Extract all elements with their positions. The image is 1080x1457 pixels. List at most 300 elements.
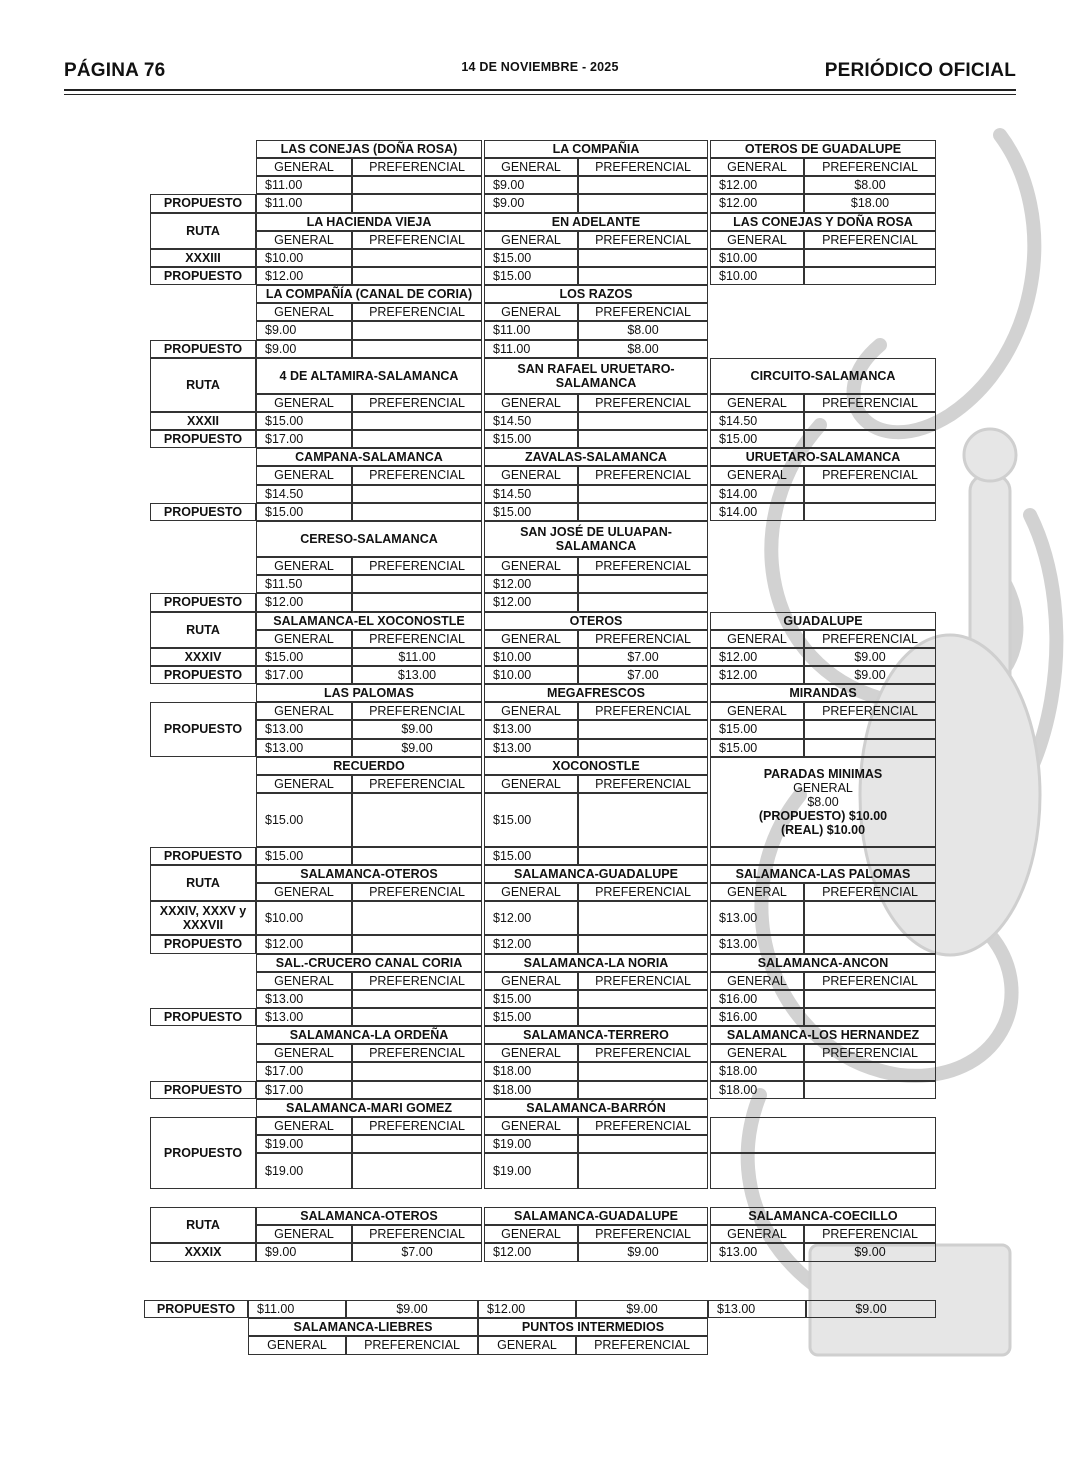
route-name: LAS PALOMAS	[256, 684, 482, 702]
col-general: GENERAL	[256, 1225, 352, 1243]
fare-propuesto-preferencial	[804, 739, 936, 757]
fare-preferencial	[352, 249, 482, 267]
fare-general: $13.00	[256, 990, 352, 1008]
route-name: SALAMANCA-LA ORDEÑA	[256, 1026, 482, 1044]
route-name: LA COMPAÑIA	[484, 140, 708, 158]
col-preferencial: PREFERENCIAL	[578, 466, 708, 484]
fare-propuesto-general: $12.00	[256, 593, 352, 611]
fare-propuesto-general: $12.00	[256, 267, 352, 285]
col-general: GENERAL	[710, 466, 804, 484]
propuesto-label: PROPUESTO	[150, 847, 256, 865]
fare-general: $18.00	[484, 1062, 578, 1080]
fare-general: $11.00	[256, 176, 352, 194]
fare-propuesto-preferencial	[578, 1153, 708, 1189]
paradas-minimas-line: PARADAS MINIMAS	[763, 766, 883, 781]
fare-propuesto-preferencial	[352, 847, 482, 865]
fare-propuesto-preferencial	[578, 430, 708, 448]
fare-preferencial	[578, 412, 708, 430]
col-preferencial: PREFERENCIAL	[804, 158, 936, 176]
fare-general: $15.00	[256, 412, 352, 430]
fare-preferencial: $9.00	[578, 1243, 708, 1261]
fare-propuesto-preferencial: $13.00	[352, 666, 482, 684]
col-general: GENERAL	[710, 231, 804, 249]
col-general: GENERAL	[256, 702, 352, 720]
fare-preferencial	[804, 720, 936, 738]
fare-general: $14.00	[710, 485, 804, 503]
propuesto-label: PROPUESTO	[150, 1081, 256, 1099]
col-preferencial: PREFERENCIAL	[352, 466, 482, 484]
ruta-label: RUTA	[150, 213, 256, 249]
route-group: XXXII	[150, 412, 256, 430]
fare-propuesto-preferencial	[804, 935, 936, 953]
fare-general: $11.00	[484, 321, 578, 339]
col-preferencial: PREFERENCIAL	[352, 972, 482, 990]
fare-propuesto-preferencial	[352, 1081, 482, 1099]
route-name: CERESO-SALAMANCA	[256, 521, 482, 557]
fare-preferencial	[352, 1062, 482, 1080]
fare-propuesto-preferencial: $9.00	[576, 1300, 708, 1318]
ruta-label: RUTA	[150, 358, 256, 412]
col-general: GENERAL	[484, 1225, 578, 1243]
col-general: GENERAL	[710, 972, 804, 990]
fare-propuesto-preferencial: $9.00	[806, 1300, 936, 1318]
fare-general: $15.00	[484, 990, 578, 1008]
route-name: SALAMANCA-OTEROS	[256, 1207, 482, 1225]
col-general: GENERAL	[256, 394, 352, 412]
fare-propuesto-preferencial	[352, 1153, 482, 1189]
fare-propuesto-general: $13.00	[710, 935, 804, 953]
paradas-minimas-line: (REAL) $10.00	[780, 822, 866, 837]
fare-propuesto-preferencial: $7.00	[578, 666, 708, 684]
fare-general: $10.00	[256, 249, 352, 267]
propuesto-label: PROPUESTO	[150, 1008, 256, 1026]
route-group: XXXIX	[150, 1243, 256, 1261]
fare-propuesto-general: $12.00	[256, 935, 352, 953]
fare-propuesto-general: $15.00	[710, 430, 804, 448]
route-name: OTEROS DE GUADALUPE	[710, 140, 936, 158]
col-general: GENERAL	[256, 1044, 352, 1062]
paradas-minimas	[710, 757, 936, 847]
fare-general: $10.00	[710, 249, 804, 267]
fare-propuesto-preferencial	[804, 503, 936, 521]
propuesto-label: PROPUESTO	[150, 194, 256, 212]
route-name: SALAMANCA-LIEBRES	[248, 1318, 478, 1336]
route-name: SALAMANCA-COECILLO	[710, 1207, 936, 1225]
fare-general: $15.00	[484, 249, 578, 267]
fare-propuesto-general: $15.00	[484, 430, 578, 448]
fare-propuesto-preferencial: $8.00	[578, 340, 708, 358]
paradas-minimas-line: $8.00	[807, 794, 839, 809]
route-name: MIRANDAS	[710, 684, 936, 702]
route-name: SALAMANCA-ANCON	[710, 954, 936, 972]
col-general: GENERAL	[256, 972, 352, 990]
col-preferencial: PREFERENCIAL	[352, 231, 482, 249]
fare-preferencial	[804, 412, 936, 430]
fare-preferencial	[804, 1062, 936, 1080]
col-preferencial: PREFERENCIAL	[352, 775, 482, 793]
fare-propuesto-general: $9.00	[256, 340, 352, 358]
fare-preferencial	[578, 249, 708, 267]
fare-propuesto-preferencial	[352, 1008, 482, 1026]
col-general: GENERAL	[256, 1117, 352, 1135]
fare-propuesto-general: $12.00	[484, 593, 578, 611]
fare-general: $11.50	[256, 575, 352, 593]
fare-propuesto-preferencial	[578, 1081, 708, 1099]
fare-propuesto-general: $15.00	[256, 847, 352, 865]
fare-preferencial	[578, 990, 708, 1008]
fare-propuesto-general: $12.00	[710, 666, 804, 684]
ruta-label: RUTA	[150, 1207, 256, 1243]
fare-propuesto-preferencial	[578, 194, 708, 212]
fare-propuesto-preferencial	[352, 935, 482, 953]
fare-general: $9.00	[484, 176, 578, 194]
publication-name: PERIÓDICO OFICIAL	[824, 60, 1016, 81]
col-preferencial: PREFERENCIAL	[804, 972, 936, 990]
col-general: GENERAL	[484, 466, 578, 484]
col-general: GENERAL	[484, 883, 578, 901]
fare-preferencial	[578, 1135, 708, 1153]
col-general: GENERAL	[484, 303, 578, 321]
col-general: GENERAL	[484, 1044, 578, 1062]
col-preferencial: PREFERENCIAL	[804, 1225, 936, 1243]
col-preferencial: PREFERENCIAL	[578, 231, 708, 249]
route-name: CAMPANA-SALAMANCA	[256, 448, 482, 466]
route-name: SALAMANCA-MARI GOMEZ	[256, 1099, 482, 1117]
col-preferencial: PREFERENCIAL	[804, 883, 936, 901]
fare-preferencial: $9.00	[352, 720, 482, 738]
route-name: URUETARO-SALAMANCA	[710, 448, 936, 466]
empty-cell	[710, 1117, 936, 1153]
col-general: GENERAL	[256, 557, 352, 575]
fare-general: $15.00	[256, 793, 352, 847]
col-preferencial: PREFERENCIAL	[352, 1044, 482, 1062]
route-name: SALAMANCA-LA NORIA	[484, 954, 708, 972]
fare-preferencial	[352, 176, 482, 194]
fare-general: $14.50	[710, 412, 804, 430]
col-general: GENERAL	[710, 883, 804, 901]
fare-propuesto-preferencial	[804, 267, 936, 285]
fare-general: $9.00	[256, 321, 352, 339]
fare-propuesto-general: $14.00	[710, 503, 804, 521]
col-general: GENERAL	[256, 883, 352, 901]
col-general: GENERAL	[256, 775, 352, 793]
route-name: SALAMANCA-EL XOCONOSTLE	[256, 612, 482, 630]
col-preferencial: PREFERENCIAL	[804, 702, 936, 720]
fare-preferencial	[578, 1062, 708, 1080]
col-general: GENERAL	[256, 303, 352, 321]
fare-propuesto-general: $15.00	[484, 503, 578, 521]
fare-preferencial	[578, 901, 708, 935]
empty-cell	[710, 847, 936, 865]
route-name: SAN RAFAEL URUETARO-SALAMANCA	[484, 358, 708, 394]
route-name: SALAMANCA-BARRÓN	[484, 1099, 708, 1117]
fare-propuesto-general: $19.00	[484, 1153, 578, 1189]
propuesto-label: PROPUESTO	[150, 593, 256, 611]
fare-preferencial	[804, 485, 936, 503]
route-name: EN ADELANTE	[484, 213, 708, 231]
fare-propuesto-general: $17.00	[256, 666, 352, 684]
fare-general: $14.50	[484, 412, 578, 430]
fare-general: $12.00	[484, 901, 578, 935]
fare-preferencial	[352, 793, 482, 847]
fare-propuesto-preferencial	[578, 503, 708, 521]
route-name: SAN JOSÉ DE ULUAPAN-SALAMANCA	[484, 521, 708, 557]
fare-propuesto-general: $9.00	[484, 194, 578, 212]
fare-preferencial	[804, 990, 936, 1008]
fare-propuesto-general: $15.00	[484, 847, 578, 865]
col-preferencial: PREFERENCIAL	[352, 702, 482, 720]
col-preferencial: PREFERENCIAL	[352, 158, 482, 176]
col-preferencial: PREFERENCIAL	[578, 630, 708, 648]
fare-propuesto-preferencial: $9.00	[346, 1300, 478, 1318]
fare-propuesto-general: $13.00	[484, 739, 578, 757]
fare-preferencial	[804, 249, 936, 267]
page-number: PÁGINA 76	[64, 60, 166, 81]
col-general: GENERAL	[484, 394, 578, 412]
propuesto-label: PROPUESTO	[150, 666, 256, 684]
fare-preferencial	[578, 793, 708, 847]
fare-general: $10.00	[484, 648, 578, 666]
fare-propuesto-general: $19.00	[256, 1153, 352, 1189]
col-general: GENERAL	[710, 1044, 804, 1062]
ruta-label: RUTA	[150, 865, 256, 901]
fare-preferencial: $9.00	[804, 1243, 936, 1261]
fare-general: $19.00	[484, 1135, 578, 1153]
fare-general: $14.50	[484, 485, 578, 503]
col-preferencial: PREFERENCIAL	[346, 1336, 478, 1354]
col-general: GENERAL	[484, 972, 578, 990]
route-name: SAL.-CRUCERO CANAL CORIA	[256, 954, 482, 972]
route-name: LAS CONEJAS (DOÑA ROSA)	[256, 140, 482, 158]
fare-propuesto-preferencial	[578, 1008, 708, 1026]
col-general: GENERAL	[256, 158, 352, 176]
fare-preferencial: $11.00	[352, 648, 482, 666]
propuesto-label: PROPUESTO	[150, 503, 256, 521]
fare-propuesto-preferencial: $9.00	[804, 666, 936, 684]
route-name: ZAVALAS-SALAMANCA	[484, 448, 708, 466]
route-name: SALAMANCA-LAS PALOMAS	[710, 865, 936, 883]
col-preferencial: PREFERENCIAL	[352, 630, 482, 648]
fare-propuesto-preferencial	[352, 340, 482, 358]
fare-general: $12.00	[710, 176, 804, 194]
fare-propuesto-preferencial	[352, 593, 482, 611]
fare-propuesto-general: $10.00	[710, 267, 804, 285]
propuesto-label: PROPUESTO	[150, 430, 256, 448]
col-general: GENERAL	[248, 1336, 346, 1354]
col-preferencial: PREFERENCIAL	[352, 303, 482, 321]
col-general: GENERAL	[256, 231, 352, 249]
fare-general: $9.00	[256, 1243, 352, 1261]
fare-propuesto-general: $18.00	[484, 1081, 578, 1099]
col-preferencial: PREFERENCIAL	[578, 775, 708, 793]
col-preferencial: PREFERENCIAL	[352, 394, 482, 412]
col-general: GENERAL	[710, 394, 804, 412]
fare-propuesto-general: $11.00	[248, 1300, 346, 1318]
col-preferencial: PREFERENCIAL	[352, 883, 482, 901]
col-preferencial: PREFERENCIAL	[578, 972, 708, 990]
col-general: GENERAL	[484, 1117, 578, 1135]
fare-general: $19.00	[256, 1135, 352, 1153]
fare-preferencial	[352, 901, 482, 935]
fare-propuesto-preferencial	[804, 430, 936, 448]
fare-preferencial	[352, 575, 482, 593]
fare-propuesto-general: $12.00	[710, 194, 804, 212]
fare-propuesto-general: $15.00	[484, 267, 578, 285]
fare-preferencial	[352, 485, 482, 503]
fare-propuesto-preferencial	[352, 267, 482, 285]
col-general: GENERAL	[484, 557, 578, 575]
empty-cell	[710, 1153, 936, 1189]
propuesto-label: PROPUESTO	[150, 340, 256, 358]
fare-propuesto-general: $17.00	[256, 430, 352, 448]
fare-preferencial	[352, 1135, 482, 1153]
col-general: GENERAL	[710, 630, 804, 648]
fare-propuesto-general: $15.00	[256, 503, 352, 521]
col-preferencial: PREFERENCIAL	[804, 630, 936, 648]
col-general: GENERAL	[256, 630, 352, 648]
col-preferencial: PREFERENCIAL	[804, 231, 936, 249]
fare-general: $15.00	[256, 648, 352, 666]
propuesto-label: PROPUESTO	[150, 267, 256, 285]
col-preferencial: PREFERENCIAL	[804, 1044, 936, 1062]
propuesto-label: PROPUESTO	[144, 1300, 248, 1318]
paradas-minimas-line: (PROPUESTO) $10.00	[758, 808, 888, 823]
col-general: GENERAL	[710, 158, 804, 176]
route-name: LA HACIENDA VIEJA	[256, 213, 482, 231]
col-preferencial: PREFERENCIAL	[804, 466, 936, 484]
fare-preferencial: $9.00	[804, 648, 936, 666]
fare-propuesto-general: $13.00	[708, 1300, 806, 1318]
fare-propuesto-general: $15.00	[710, 739, 804, 757]
ruta-label: RUTA	[150, 612, 256, 648]
route-name: 4 DE ALTAMIRA-SALAMANCA	[256, 358, 482, 394]
col-general: GENERAL	[484, 158, 578, 176]
fare-preferencial: $7.00	[578, 648, 708, 666]
fare-preferencial	[352, 990, 482, 1008]
col-preferencial: PREFERENCIAL	[576, 1336, 708, 1354]
fare-propuesto-preferencial	[352, 503, 482, 521]
fare-preferencial	[578, 485, 708, 503]
fare-preferencial	[578, 575, 708, 593]
paradas-minimas-line: GENERAL	[793, 780, 853, 795]
fare-propuesto-general: $10.00	[484, 666, 578, 684]
propuesto-label: PROPUESTO	[150, 935, 256, 953]
fare-preferencial: $8.00	[578, 321, 708, 339]
fare-propuesto-preferencial	[804, 1081, 936, 1099]
fare-propuesto-general: $16.00	[710, 1008, 804, 1026]
fare-propuesto-general: $11.00	[484, 340, 578, 358]
col-preferencial: PREFERENCIAL	[578, 1225, 708, 1243]
fare-preferencial	[578, 176, 708, 194]
fare-propuesto-preferencial	[578, 267, 708, 285]
fare-propuesto-preferencial	[352, 194, 482, 212]
fare-propuesto-general: $17.00	[256, 1081, 352, 1099]
fare-general: $12.00	[484, 575, 578, 593]
fare-general: $15.00	[710, 720, 804, 738]
col-preferencial: PREFERENCIAL	[578, 158, 708, 176]
fare-propuesto-preferencial	[578, 593, 708, 611]
col-general: GENERAL	[484, 775, 578, 793]
col-general: GENERAL	[710, 702, 804, 720]
fare-general: $13.00	[710, 901, 804, 935]
fare-general: $12.00	[710, 648, 804, 666]
fare-general: $12.00	[484, 1243, 578, 1261]
fare-propuesto-general: $18.00	[710, 1081, 804, 1099]
route-name: SALAMANCA-OTEROS	[256, 865, 482, 883]
col-general: GENERAL	[710, 1225, 804, 1243]
col-preferencial: PREFERENCIAL	[578, 1044, 708, 1062]
propuesto-label: PROPUESTO	[150, 702, 256, 757]
fare-preferencial	[578, 720, 708, 738]
fare-preferencial	[352, 321, 482, 339]
route-group: XXXIV, XXXV y XXXVII	[150, 901, 256, 935]
fare-general: $18.00	[710, 1062, 804, 1080]
route-group: XXXIII	[150, 249, 256, 267]
route-name: XOCONOSTLE	[484, 757, 708, 775]
fare-preferencial: $7.00	[352, 1243, 482, 1261]
route-name: MEGAFRESCOS	[484, 684, 708, 702]
route-group: XXXIV	[150, 648, 256, 666]
fare-propuesto-general: $12.00	[484, 935, 578, 953]
col-preferencial: PREFERENCIAL	[578, 303, 708, 321]
fare-propuesto-preferencial	[578, 847, 708, 865]
col-preferencial: PREFERENCIAL	[578, 1117, 708, 1135]
route-name: SALAMANCA-GUADALUPE	[484, 1207, 708, 1225]
route-name: GUADALUPE	[710, 612, 936, 630]
col-preferencial: PREFERENCIAL	[352, 557, 482, 575]
col-preferencial: PREFERENCIAL	[352, 1225, 482, 1243]
propuesto-label: PROPUESTO	[150, 1117, 256, 1189]
fare-general: $14.50	[256, 485, 352, 503]
fare-general: $16.00	[710, 990, 804, 1008]
fare-propuesto-general: $13.00	[256, 739, 352, 757]
route-name: SALAMANCA-LOS HERNANDEZ	[710, 1026, 936, 1044]
fare-propuesto-general: $11.00	[256, 194, 352, 212]
fare-propuesto-general: $15.00	[484, 1008, 578, 1026]
fare-propuesto-preferencial	[578, 935, 708, 953]
fare-propuesto-preferencial: $18.00	[804, 194, 936, 212]
fare-general: $13.00	[710, 1243, 804, 1261]
col-preferencial: PREFERENCIAL	[578, 883, 708, 901]
fare-propuesto-preferencial	[804, 1008, 936, 1026]
route-name: PUNTOS INTERMEDIOS	[478, 1318, 708, 1336]
fare-preferencial	[352, 412, 482, 430]
fare-propuesto-preferencial: $9.00	[352, 739, 482, 757]
route-name: LAS CONEJAS Y DOÑA ROSA	[710, 213, 936, 231]
col-general: GENERAL	[484, 231, 578, 249]
col-preferencial: PREFERENCIAL	[352, 1117, 482, 1135]
publication-date: 14 DE NOVIEMBRE - 2025	[461, 60, 619, 74]
route-name: OTEROS	[484, 612, 708, 630]
fare-general: $13.00	[484, 720, 578, 738]
fare-preferencial: $8.00	[804, 176, 936, 194]
col-preferencial: PREFERENCIAL	[578, 557, 708, 575]
col-general: GENERAL	[484, 702, 578, 720]
fare-propuesto-general: $13.00	[256, 1008, 352, 1026]
route-name: SALAMANCA-GUADALUPE	[484, 865, 708, 883]
route-name: CIRCUITO-SALAMANCA	[710, 358, 936, 394]
route-name: LOS RAZOS	[484, 285, 708, 303]
col-general: GENERAL	[478, 1336, 576, 1354]
route-name: LA COMPAÑÍA (CANAL DE CORIA)	[256, 285, 482, 303]
col-general: GENERAL	[484, 630, 578, 648]
col-general: GENERAL	[256, 466, 352, 484]
route-name: RECUERDO	[256, 757, 482, 775]
fare-propuesto-general: $12.00	[478, 1300, 576, 1318]
fare-general: $10.00	[256, 901, 352, 935]
fare-propuesto-preferencial	[352, 430, 482, 448]
col-preferencial: PREFERENCIAL	[578, 702, 708, 720]
